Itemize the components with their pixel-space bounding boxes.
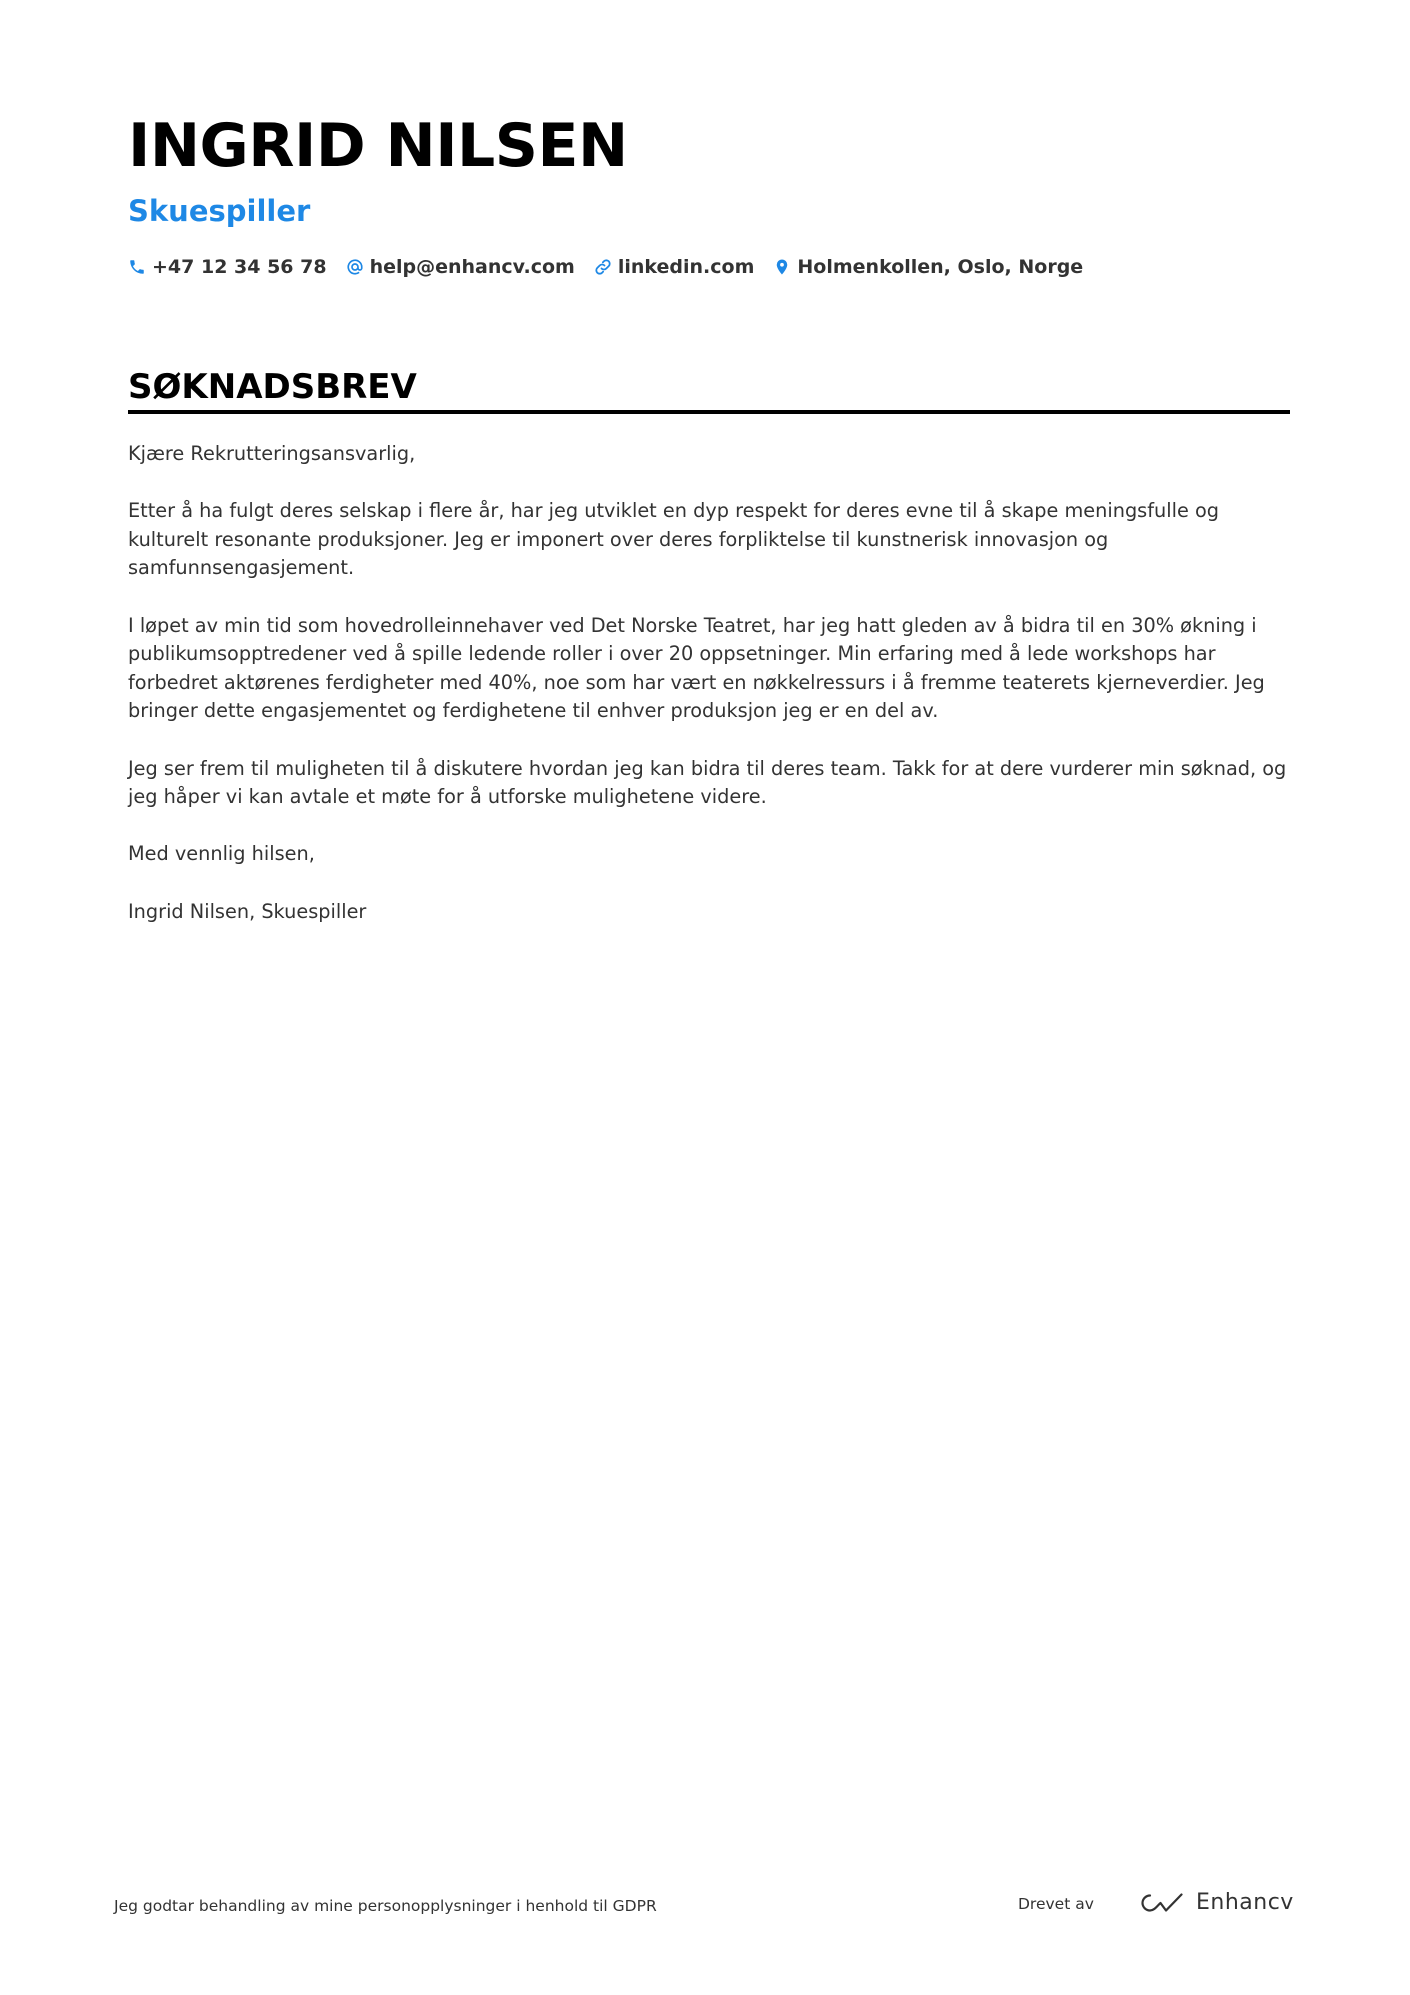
- applicant-name: INGRID NILSEN: [128, 111, 628, 181]
- letter-greeting: Kjære Rekrutteringsansvarlig,: [128, 442, 416, 465]
- at-icon: [346, 258, 364, 276]
- contact-email[interactable]: [346, 254, 575, 280]
- letter-signature: Ingrid Nilsen, Skuespiller: [128, 899, 367, 923]
- letter-body: [128, 440, 1290, 955]
- contact-bar: [128, 254, 1102, 280]
- letter-paragraph: I løpet av min tid som hovedrolleinnehaver ved Det Norske Teatret, har jeg hatt gleden av å bidra til en 30% økning i publikumsopptredener ved å spille ledende roller i over 20 oppsetninger. Min erfaring med å lede workshops har forbedret aktørenes ferdigheter med 40%, noe som har vært en nøkkelressurs i å fremme teaterets kjerneverdier. Jeg bringer dette engasjementet og ferdighetene til enhver produksjon jeg er en del av.: [128, 613, 1265, 723]
- brand-name: Enhancv: [1196, 1890, 1294, 1915]
- contact-phone[interactable]: [128, 254, 327, 280]
- letter-paragraph: Jeg ser frem til muligheten til å diskutere hvordan jeg kan bidra til deres team. Takk for at dere vurderer min søknad, og jeg håper vi kan avtale et møte for å utforske mulighetene videre.: [128, 756, 1287, 809]
- contact-email-text: help@enhancv.com: [369, 256, 575, 278]
- section-divider: [128, 410, 1290, 414]
- applicant-role: Skuespiller: [128, 194, 311, 228]
- contact-linkedin-text: linkedin.com: [617, 256, 755, 278]
- letter-closing: Med vennlig hilsen,: [128, 842, 315, 866]
- contact-location: [773, 254, 1083, 280]
- location-pin-icon: [773, 258, 791, 276]
- contact-phone-text: +47 12 34 56 78: [152, 256, 327, 278]
- phone-icon: [128, 258, 146, 276]
- contact-linkedin[interactable]: [594, 254, 755, 280]
- link-icon: [594, 258, 612, 276]
- section-title: SØKNADSBREV: [128, 367, 417, 407]
- letter-paragraph: Etter å ha fulgt deres selskap i flere år, har jeg utviklet en dyp respekt for deres evne til å skape meningsfulle og kulturelt resonante produksjoner. Jeg er imponert over deres forpliktelse til kunstnerisk innovasjon og samfunnsengasjement.: [128, 499, 1219, 580]
- gdpr-consent-note: Jeg godtar behandling av mine personopplysninger i henhold til GDPR: [114, 1897, 657, 1915]
- contact-location-text: Holmenkollen, Oslo, Norge: [797, 256, 1084, 278]
- powered-by-label: Drevet av: [1018, 1895, 1094, 1913]
- enhancv-brand-link[interactable]: [1138, 1888, 1294, 1918]
- enhancv-logo-icon: [1138, 1890, 1186, 1916]
